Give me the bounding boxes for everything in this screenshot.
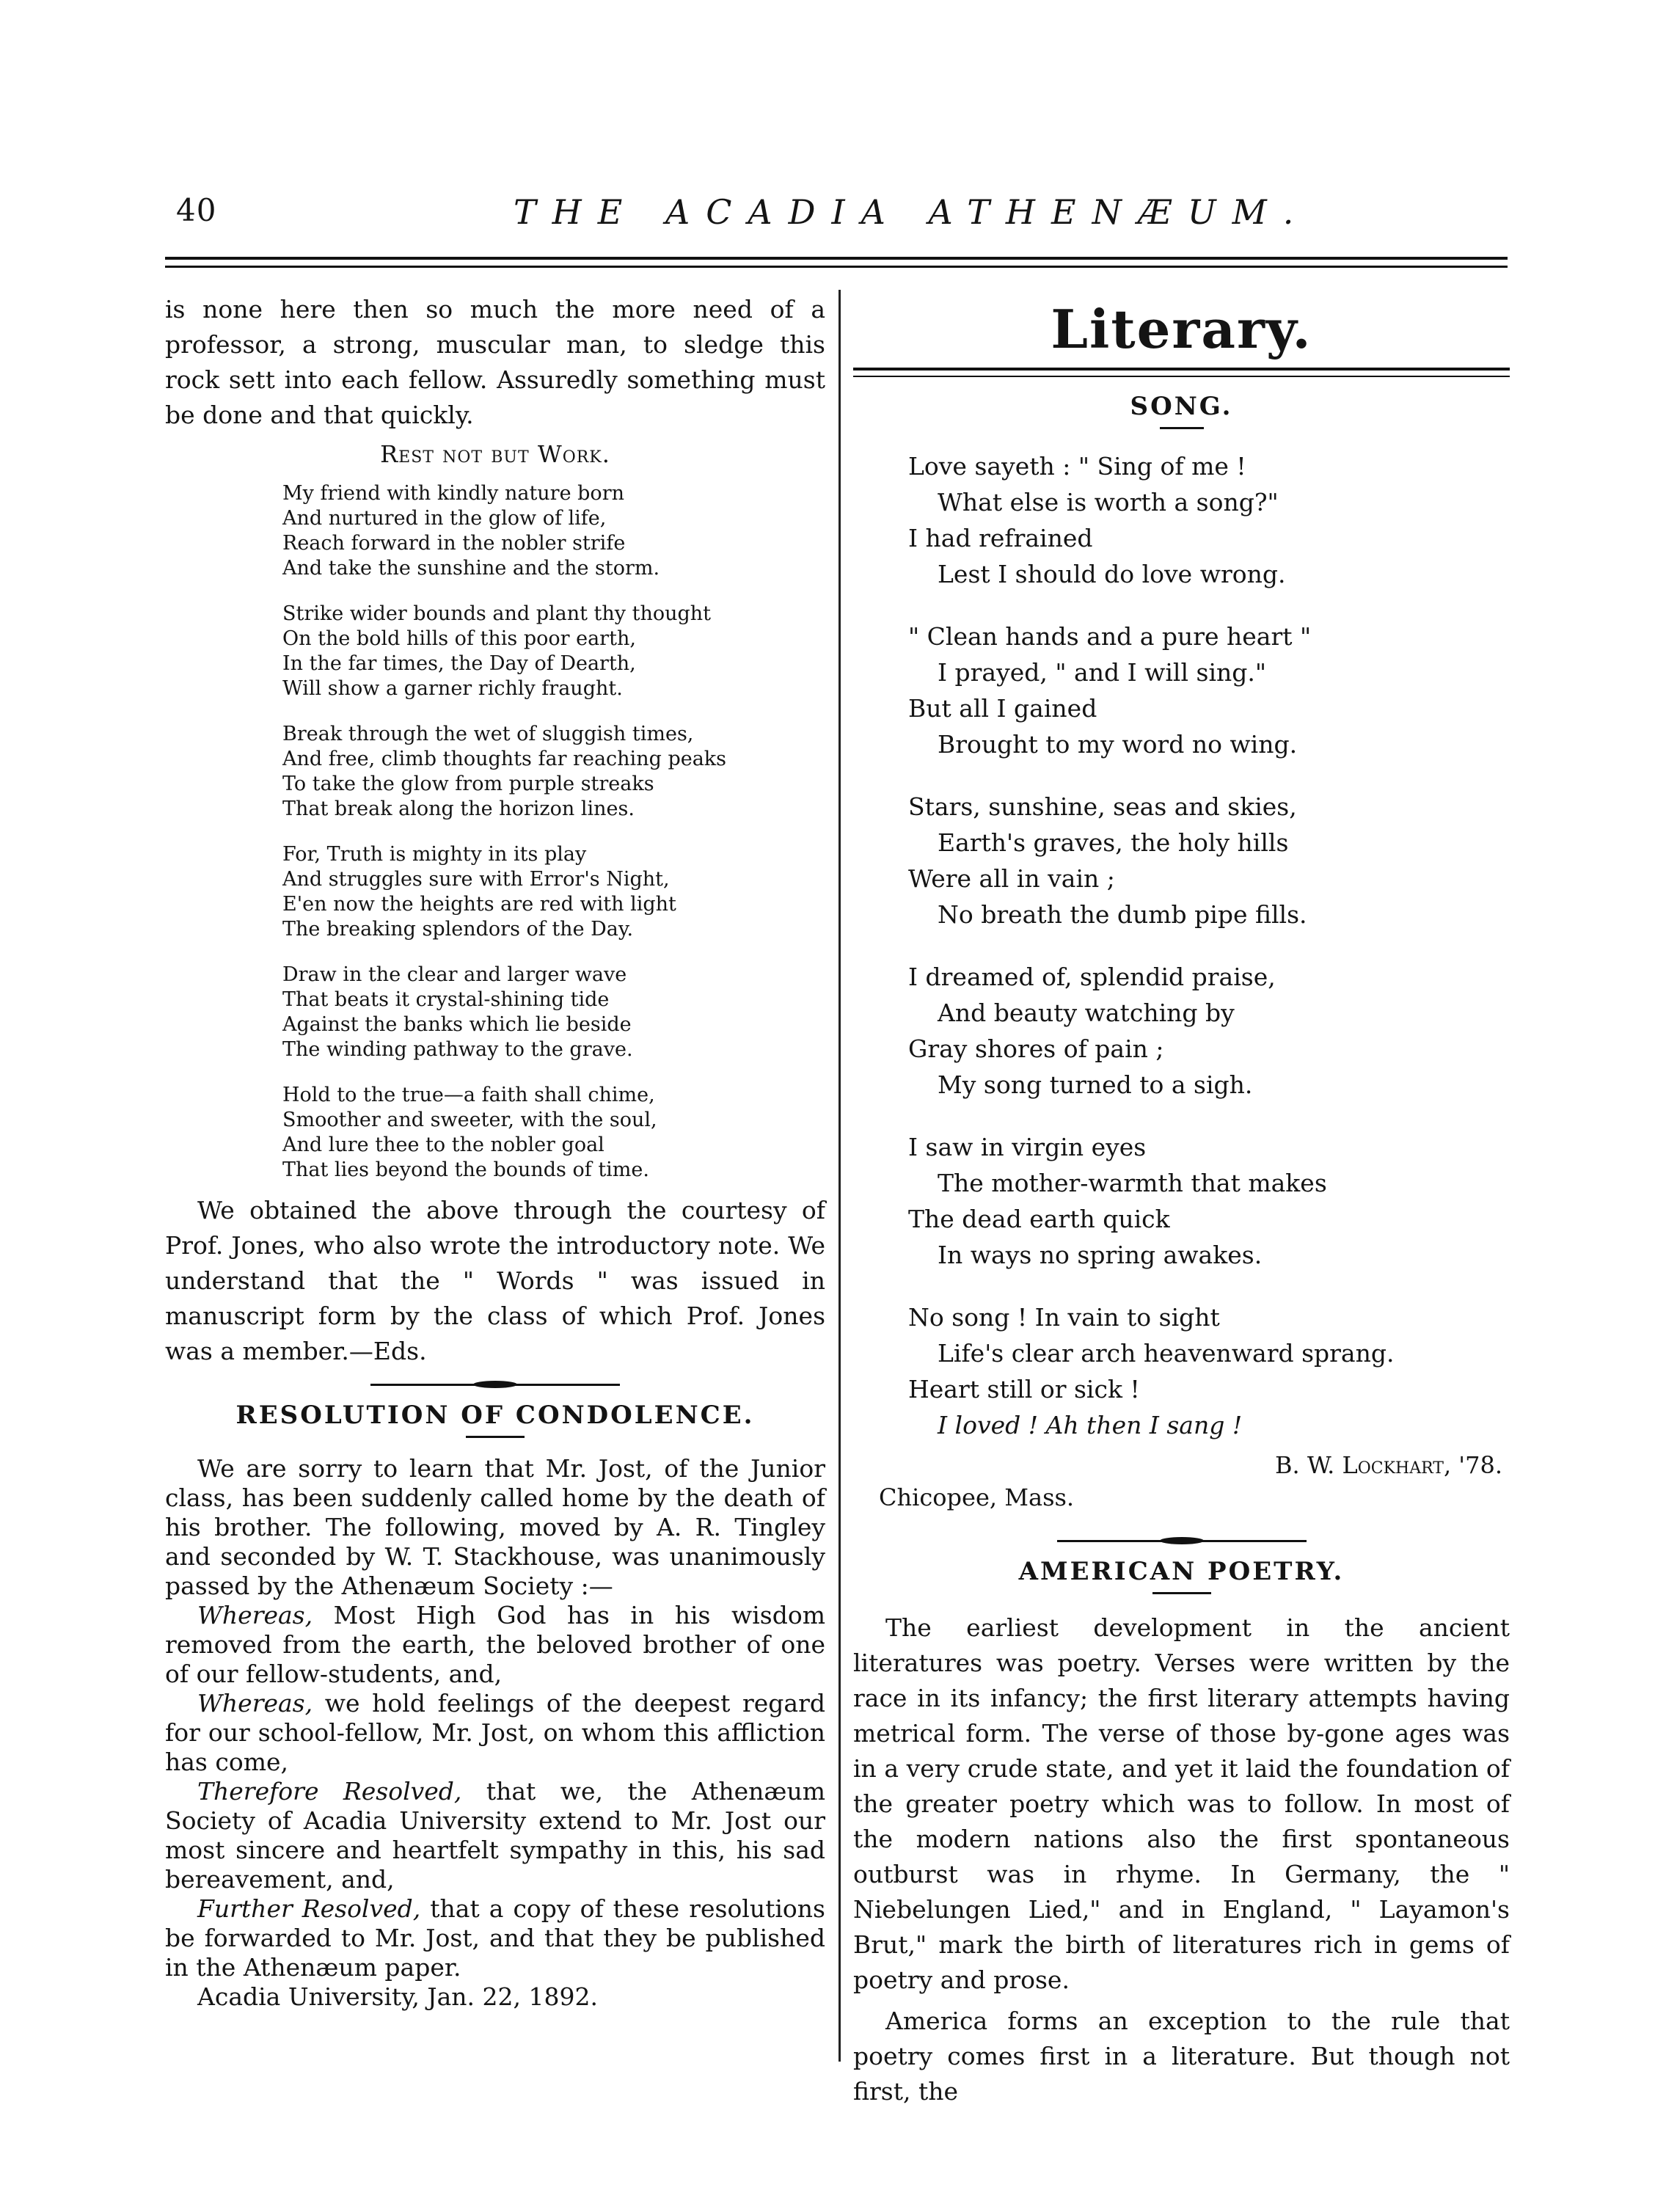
whereas-clause	[165, 1601, 825, 1689]
song-line: Stars, sunshine, seas and skies,	[908, 792, 1297, 821]
poetry-paragraph: America forms an exception to the rule that poetry comes first in a literature. But though not first, the	[853, 2007, 1510, 2106]
song-line: The mother-warmth that makes	[938, 1169, 1327, 1197]
song-line: What else is worth a song?"	[938, 488, 1279, 517]
poem-title: Rest not but Work.	[380, 440, 610, 468]
heading-underline	[466, 1436, 525, 1438]
clause-lead: Further Resolved,	[197, 1894, 421, 1923]
column-divider	[839, 290, 841, 2062]
song-line: I prayed, " and I will sing."	[938, 658, 1267, 687]
dateline: Acadia University, Jan. 22, 1892.	[197, 1982, 598, 2011]
running-title: THE ACADIA ATHENÆUM.	[514, 192, 1310, 232]
song-line: Life's clear arch heavenward sprang.	[938, 1339, 1395, 1368]
poem-line: The breaking splendors of the Day.	[282, 918, 634, 941]
song-line: No song ! In vain to sight	[908, 1303, 1220, 1332]
song-stanza	[908, 618, 1510, 762]
header-rule-top	[165, 257, 1508, 260]
poem-line: For, Truth is mighty in its play	[282, 843, 587, 866]
section-double-rule	[853, 368, 1510, 377]
song-line: Earth's graves, the holy hills	[938, 828, 1289, 857]
poem-line: And nurtured in the glow of life,	[282, 507, 607, 530]
poem-line: That break along the horizon lines.	[282, 797, 635, 820]
poem-line: Break through the wet of sluggish times,	[282, 723, 694, 745]
poem-line: Reach forward in the nobler strife	[282, 532, 626, 555]
poetry-paragraph: The earliest development in the ancient literatures was poetry. Verses were written by the race in its infancy; the first literary attempts having metrical form. The verse of those by-gone ages was in a very crude state, and yet it laid the foundation of the greater poetry which was to follow. In most of the modern nations also the first spontaneous outburst was in rhyme. In Germany, the " Niebelungen Lied," and in England, " Layamon's Brut," mark the birth of literatures rich in gems of poetry and prose.	[853, 1613, 1510, 1994]
song-line: No breath the dumb pipe fills.	[938, 900, 1307, 929]
song-line: And beauty watching by	[938, 999, 1235, 1027]
clause-text: that a copy of these resolutions be forwarded to Mr. Jost, and that they be published in the Athenæum paper.	[165, 1894, 825, 1982]
clause-text: that we, the Athenæum Society of Acadia University extend to Mr. Jost our most sincere and heartfelt sympathy in this, his sad bereavement, and,	[165, 1777, 825, 1894]
poem-line: That lies beyond the bounds of time.	[282, 1158, 649, 1181]
poem-line: That beats it crystal-shining tide	[282, 988, 610, 1011]
intro-paragraph: is none here then so much the more need of a professor, a strong, muscular man, to sledge this rock sett into each fellow. Assuredly something must be done and that quickly.	[165, 295, 825, 429]
poem-line: In the far times, the Day of Dearth,	[282, 652, 636, 675]
whereas-clause	[165, 1689, 825, 1777]
poem-stanza	[282, 842, 825, 942]
poem-line: Hold to the true—a faith shall chime,	[282, 1084, 655, 1106]
american-poetry-heading: AMERICAN POETRY.	[1018, 1557, 1345, 1586]
poem-line: Strike wider bounds and plant thy thought	[282, 602, 712, 625]
poem-line: My friend with kindly nature born	[282, 482, 624, 505]
song-line: Lest I should do love wrong.	[938, 560, 1286, 588]
song-line: I dreamed of, splendid praise,	[908, 963, 1276, 991]
heading-underline	[1160, 427, 1204, 429]
clause-lead: Therefore Resolved,	[197, 1777, 462, 1806]
author-signature: B. W. Lockhart, '78.	[1274, 1451, 1502, 1479]
song-stanza	[908, 448, 1510, 592]
song-line: Gray shores of pain ;	[908, 1034, 1164, 1063]
poem-line: Draw in the clear and larger wave	[282, 963, 627, 986]
poem-line: Against the banks which lie beside	[282, 1013, 632, 1036]
clause-lead: Whereas,	[197, 1601, 313, 1629]
song-line: " Clean hands and a pure heart "	[908, 622, 1312, 651]
song-stanza	[908, 1299, 1510, 1443]
song-line: My song turned to a sigh.	[938, 1070, 1253, 1099]
song-line: But all I gained	[908, 694, 1097, 723]
poem-stanza	[282, 602, 825, 701]
song-line: I loved ! Ah then I sang !	[938, 1411, 1243, 1439]
resolved-clause	[165, 1894, 825, 1982]
poem-line: On the bold hills of this poor earth,	[282, 627, 636, 650]
poem-line: Smoother and sweeter, with the soul,	[282, 1109, 657, 1131]
clause-text: Most High God has in his wisdom removed from the earth, the beloved brother of one of our fellow-students, and,	[165, 1601, 825, 1688]
poem-line: And free, climb thoughts far reaching peaks	[282, 748, 727, 770]
poem-body	[282, 481, 825, 1183]
section-separator	[370, 1384, 620, 1386]
song-heading: SONG.	[1130, 392, 1233, 421]
song-line: The dead earth quick	[908, 1205, 1170, 1233]
heading-underline	[1152, 1592, 1211, 1594]
song-line: Love sayeth : " Sing of me !	[908, 452, 1246, 481]
song-stanza	[908, 1129, 1510, 1273]
poem-line: E'en now the heights are red with light	[282, 893, 676, 916]
condolence-heading: RESOLUTION OF CONDOLENCE.	[235, 1401, 755, 1430]
poem-line: And struggles sure with Error's Night,	[282, 868, 670, 891]
poem-stanza	[282, 1083, 825, 1183]
poem-stanza	[282, 481, 825, 581]
poem-line: And take the sunshine and the storm.	[282, 557, 660, 580]
condolence-intro: We are sorry to learn that Mr. Jost, of the Junior class, has been suddenly called home by the death of his brother. The following, moved by A. R. Tingley and seconded by W. T. Stackhouse, was unanimously passed by the Athenæum Society :—	[165, 1454, 825, 1600]
song-line: I had refrained	[908, 524, 1093, 552]
poem-line: The winding pathway to the grave.	[282, 1038, 633, 1061]
song-line: Brought to my word no wing.	[938, 730, 1298, 759]
song-line: I saw in virgin eyes	[908, 1133, 1147, 1161]
poem-stanza	[282, 963, 825, 1062]
poem-line: And lure thee to the nobler goal	[282, 1134, 604, 1156]
poem-line: To take the glow from purple streaks	[282, 773, 654, 795]
author-location: Chicopee, Mass.	[879, 1483, 1075, 1511]
literary-section-title: Literary.	[1051, 298, 1312, 360]
left-column	[165, 292, 825, 2012]
song-line: In ways no spring awakes.	[938, 1241, 1263, 1269]
song-line: Heart still or sick !	[908, 1375, 1140, 1404]
poem-line: Will show a garner richly fraught.	[282, 677, 623, 700]
section-separator	[1057, 1540, 1307, 1542]
page-number: 40	[176, 192, 217, 228]
editors-note: We obtained the above through the courtesy of Prof. Jones, who also wrote the introductory note. We understand that the " Words " was issued in manuscript form by the class of which Prof. Jones was a member.—Eds.	[165, 1196, 825, 1365]
header-rule-bottom	[165, 266, 1508, 268]
right-column	[853, 292, 1510, 2109]
clause-text: we hold feelings of the deepest regard for our school-fellow, Mr. Jost, on whom this affliction has come,	[165, 1689, 825, 1776]
song-stanza	[908, 789, 1510, 932]
song-stanza	[908, 959, 1510, 1103]
resolved-clause	[165, 1777, 825, 1894]
clause-lead: Whereas,	[197, 1689, 313, 1718]
poem-stanza	[282, 722, 825, 822]
song-line: Were all in vain ;	[908, 864, 1115, 893]
